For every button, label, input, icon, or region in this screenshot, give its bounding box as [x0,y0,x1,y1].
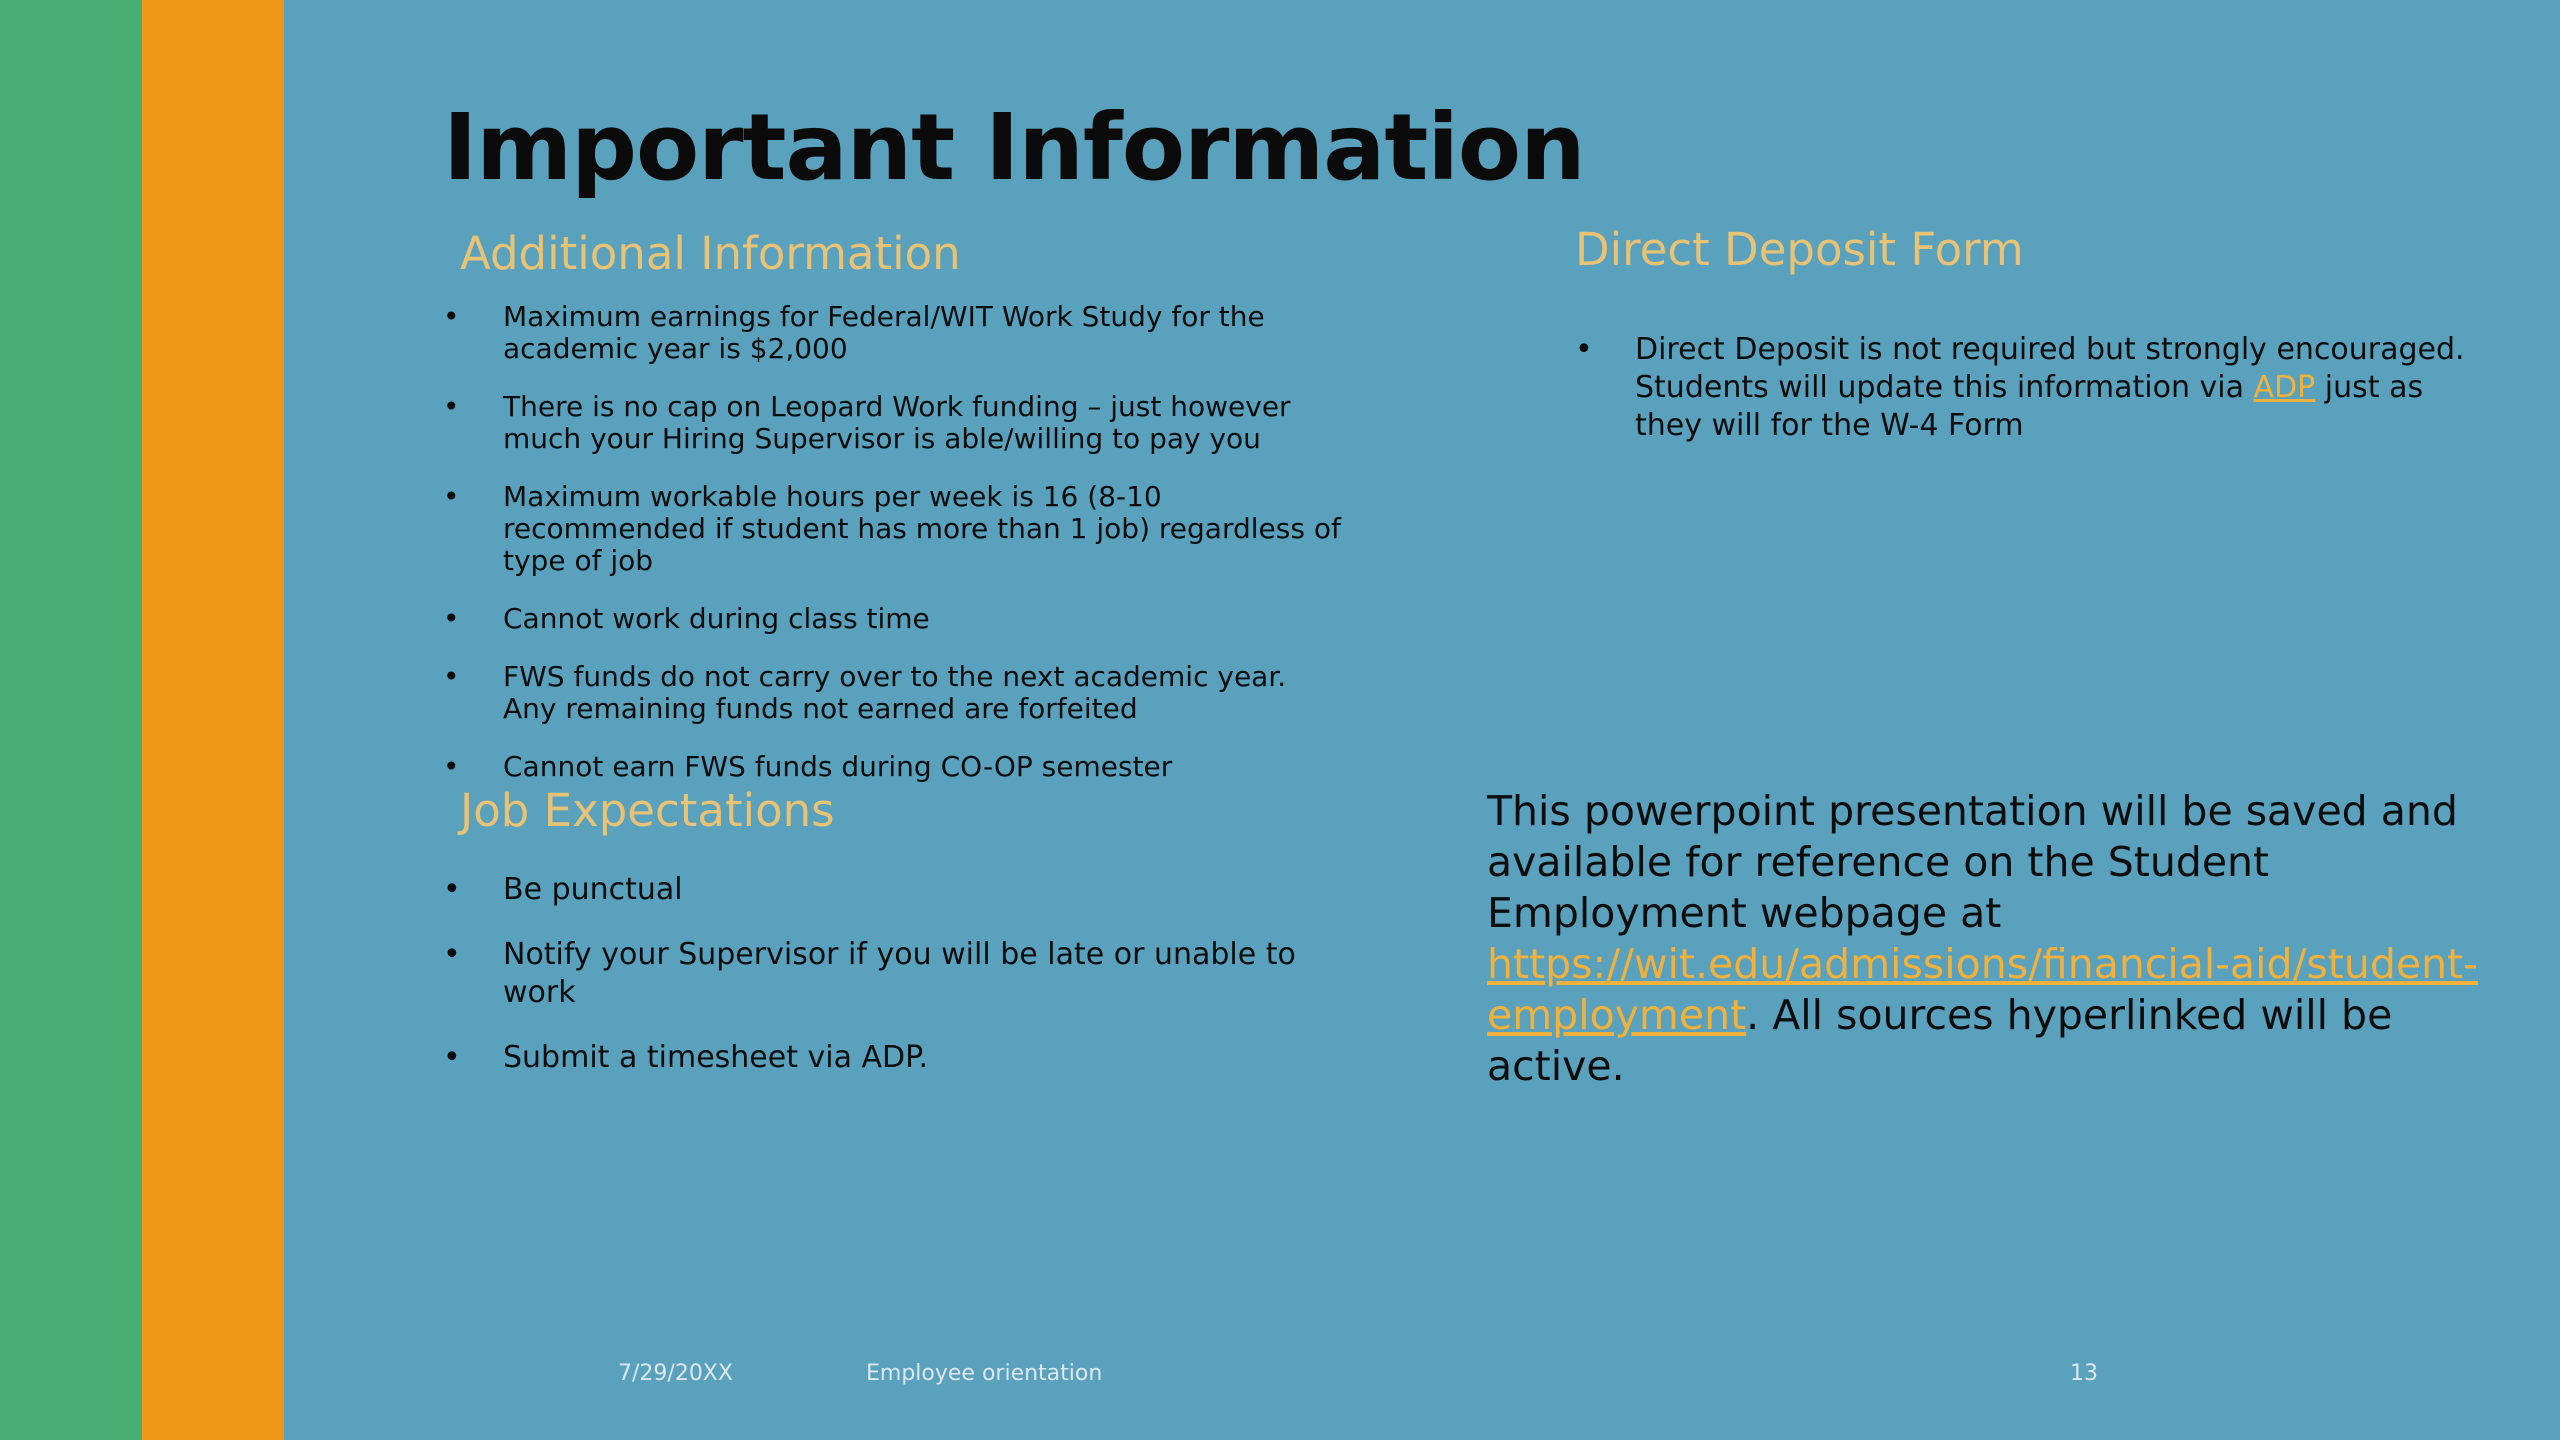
footer-date: 7/29/20XX [618,1361,733,1386]
decorative-stripe-green [0,0,142,1440]
list-item: • Be punctual [443,871,1343,909]
footer-label: Employee orientation [866,1361,1103,1386]
list-item: • Maximum earnings for Federal/WIT Work Study for the academic year is $2,000 [443,301,1343,365]
adp-link[interactable]: ADP [2253,370,2316,405]
presentation-note [1487,786,2497,1092]
job-expectations-list [443,871,1343,1104]
direct-deposit-heading: Direct Deposit Form [1575,223,2024,276]
additional-information-heading: Additional Information [460,227,961,280]
job-expectations-heading: Job Expectations [460,784,835,837]
list-item: • Maximum workable hours per week is 16 (8-10 recommended if student has more than 1 job) regardless of type of job [443,481,1343,577]
decorative-stripe-orange [142,0,284,1440]
direct-deposit-list [1575,331,2495,445]
list-item: • Submit a timesheet via ADP. [443,1039,1343,1077]
list-item: • Cannot work during class time [443,603,1343,635]
list-item [1575,331,2495,445]
slide-number: 13 [2070,1361,2098,1386]
additional-information-list [443,301,1343,809]
note-text-end: . All sources hyperlinked will be active. [1487,991,2393,1090]
list-item: • There is no cap on Leopard Work funding – just however much your Hiring Supervisor is able/willing to pay you [443,391,1343,455]
student-employment-link[interactable]: https://wit.edu/admissions/financial-aid/student-employment [1487,940,2478,1039]
note-text: This powerpoint presentation will be saved and available for reference on the Student Employment webpage at [1487,787,2458,937]
list-item: • FWS funds do not carry over to the next academic year. Any remaining funds not earned are forfeited [443,661,1343,725]
list-item: • Notify your Supervisor if you will be late or unable to work [443,936,1343,1012]
list-item: • Cannot earn FWS funds during CO-OP semester [443,751,1343,783]
slide-title: Important Information [443,94,1585,201]
direct-deposit-text: Direct Deposit is not required but strongly encouraged. Students will update this information via [1635,332,2465,405]
direct-deposit-text-end: just as they will for the W-4 Form [1635,370,2424,443]
